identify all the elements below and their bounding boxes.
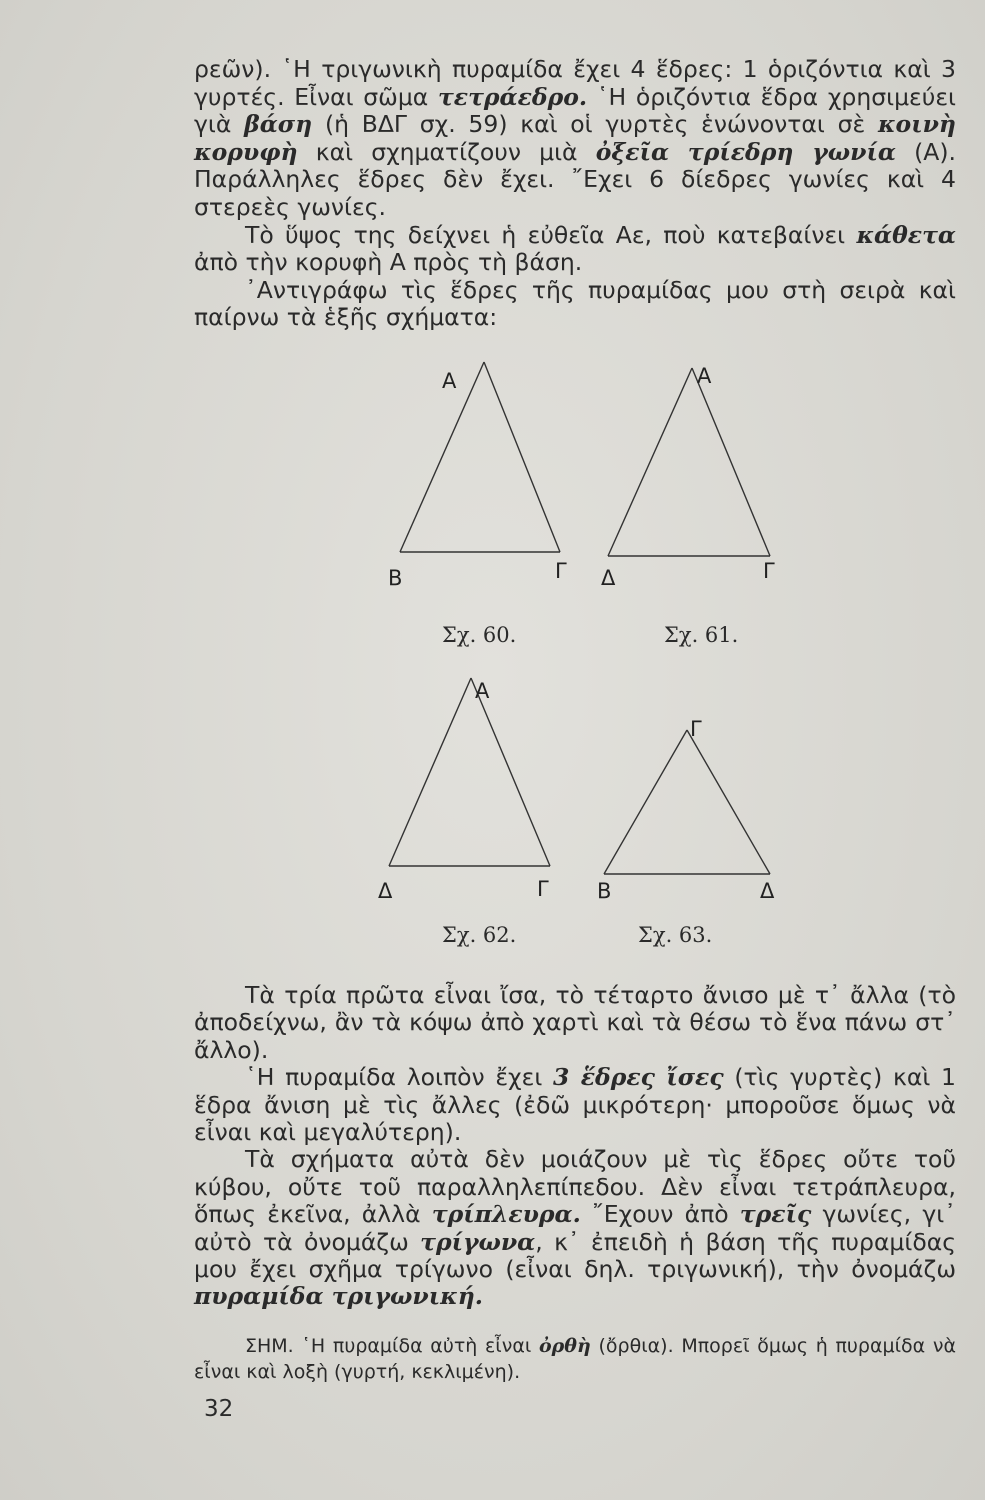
fig62-side-left (389, 678, 471, 866)
term-upright: ὀρθὴ (538, 1335, 591, 1357)
fig62-right-label: Γ (537, 877, 549, 901)
term-base: βάση (244, 110, 313, 139)
fig63-right-label: Δ (760, 879, 775, 903)
lower-text-block (194, 982, 956, 1311)
fig63-apex-label: Γ (690, 717, 702, 741)
fig63-left-label: Β (597, 879, 612, 903)
term-tetrahedron: τετράεδρο. (437, 82, 588, 111)
fig62-side-right (471, 678, 550, 866)
term-acute-trihedral-angle: ὀξεῖα τρίεδρη γωνία (595, 137, 896, 166)
paragraph-triangles: Τὰ σχήματα αὐτὰ δὲν μοιάζουν μὲ τὶς ἕδρες οὔτε τοῦ κύβου, οὔτε τοῦ παραλληλεπίπεδου. Δὲν εἶναι τετράπλευρα, ὅπως ἐκεῖνα, ἀλλὰ τρίπλευρα. ῎Εχουν ἀπὸ τρεῖς γωνίες, γι᾿ αὐτὸ τὰ ὀνομάζω τρίγωνα, κ᾿ ἐπειδὴ ἡ βάση τῆς πυραμίδας μου ἔχει σχῆμα τρίγωνο (εἶναι δηλ. τριγωνική), τὴν ὀνομάζω πυραμίδα τριγωνική. (194, 1145, 956, 1311)
fig61-caption: Σχ. 61. (664, 623, 739, 647)
term-three-sided: τρίπλευρα. (431, 1200, 581, 1229)
paragraph-pyramid-description: ρεῶν). ῾Η τριγωνικὴ πυραμίδα ἔχει 4 ἕδρες: 1 ὁριζόντια καὶ 3 γυρτές. Εἶναι σῶμα τετράεδρο. ῾Η ὁριζόντια ἕδρα χρησιμεύει γιὰ βάση (ἡ ΒΔΓ σχ. 59) καὶ οἱ γυρτὲς ἑνώνονται σὲ κοινὴ κορυφὴ καὶ σχηματίζουν μιὰ ὀξεῖα τρίεδρη γωνία (Α). Παράλληλες ἕδρες δὲν ἔχει. ῎Εχει 6 δίεδρες γωνίες καὶ 4 στερεὲς γωνίες. (194, 55, 956, 221)
fig61-apex-label: Α (697, 364, 712, 388)
term-triangles: τρίγωνα (420, 1227, 536, 1256)
fig60-apex-label: Α (442, 369, 457, 393)
fig62-caption: Σχ. 62. (442, 923, 517, 947)
term-perpendicular: κάθετα (856, 220, 956, 249)
fig62-left-label: Δ (378, 879, 393, 903)
fig60-caption: Σχ. 60. (442, 623, 517, 647)
page-number: 32 (204, 1396, 234, 1422)
fig62-apex-label: Α (475, 679, 490, 703)
paragraph-faces-count: ῾Η πυραμίδα λοιπὸν ἔχει 3 ἕδρες ἴσες (τὶς γυρτὲς) καὶ 1 ἕδρα ἄνιση μὲ τὶς ἄλλες (ἐδῶ μικρότερη· μποροῦσε ὅμως νὰ εἶναι καὶ μεγαλύτερη). (194, 1063, 956, 1147)
term-triangular-pyramid: πυραμίδα τριγωνική. (194, 1282, 483, 1311)
footnote: ΣΗΜ. ῾Η πυραμίδα αὐτὴ εἶναι ὀρθὴ (ὄρθια). Μπορεῖ ὅμως ἡ πυραμίδα νὰ εἶναι καὶ λοξὴ (γυρτή, κεκλιμένη). (194, 1335, 956, 1383)
paragraph-copy-faces: ᾿Αντιγράφω τὶς ἕδρες τῆς πυραμίδας μου στὴ σειρὰ καὶ παίρνω τὰ ἑξῆς σχήματα: (194, 275, 956, 332)
fig60-side-right (484, 362, 560, 552)
fig61-side-left (608, 368, 692, 556)
fig61-side-right (692, 368, 770, 556)
fig60-right-label: Γ (555, 559, 567, 583)
term-three: τρεῖς (739, 1200, 812, 1229)
fig63-side-left (604, 730, 687, 874)
fig63-side-right (687, 730, 770, 874)
fig61-left-label: Δ (601, 566, 616, 590)
fig61-right-label: Γ (763, 559, 775, 583)
term-three-equal-faces: 3 ἕδρες ἴσες (552, 1063, 724, 1092)
fig60-left-label: Β (388, 566, 403, 590)
term-common-apex: κοινὴ κορυφὴ (194, 110, 956, 166)
fig63-caption: Σχ. 63. (638, 923, 713, 947)
paragraph-equal-faces: Τὰ τρία πρῶτα εἶναι ἴσα, τὸ τέταρτο ἄνισο μὲ τ᾿ ἄλλα (τὸ ἀποδείχνω, ἂν τὰ κόψω ἀπὸ χαρτὶ καὶ τὰ θέσω τὸ ἕνα πάνω στ᾿ ἄλλο). (194, 981, 956, 1064)
paragraph-height: Τὸ ὕψος της δείχνει ἡ εὐθεῖα Αε, ποὺ κατεβαίνει κάθετα ἀπὸ τὴν κορυφὴ Α πρὸς τὴ βάση. (194, 220, 956, 277)
